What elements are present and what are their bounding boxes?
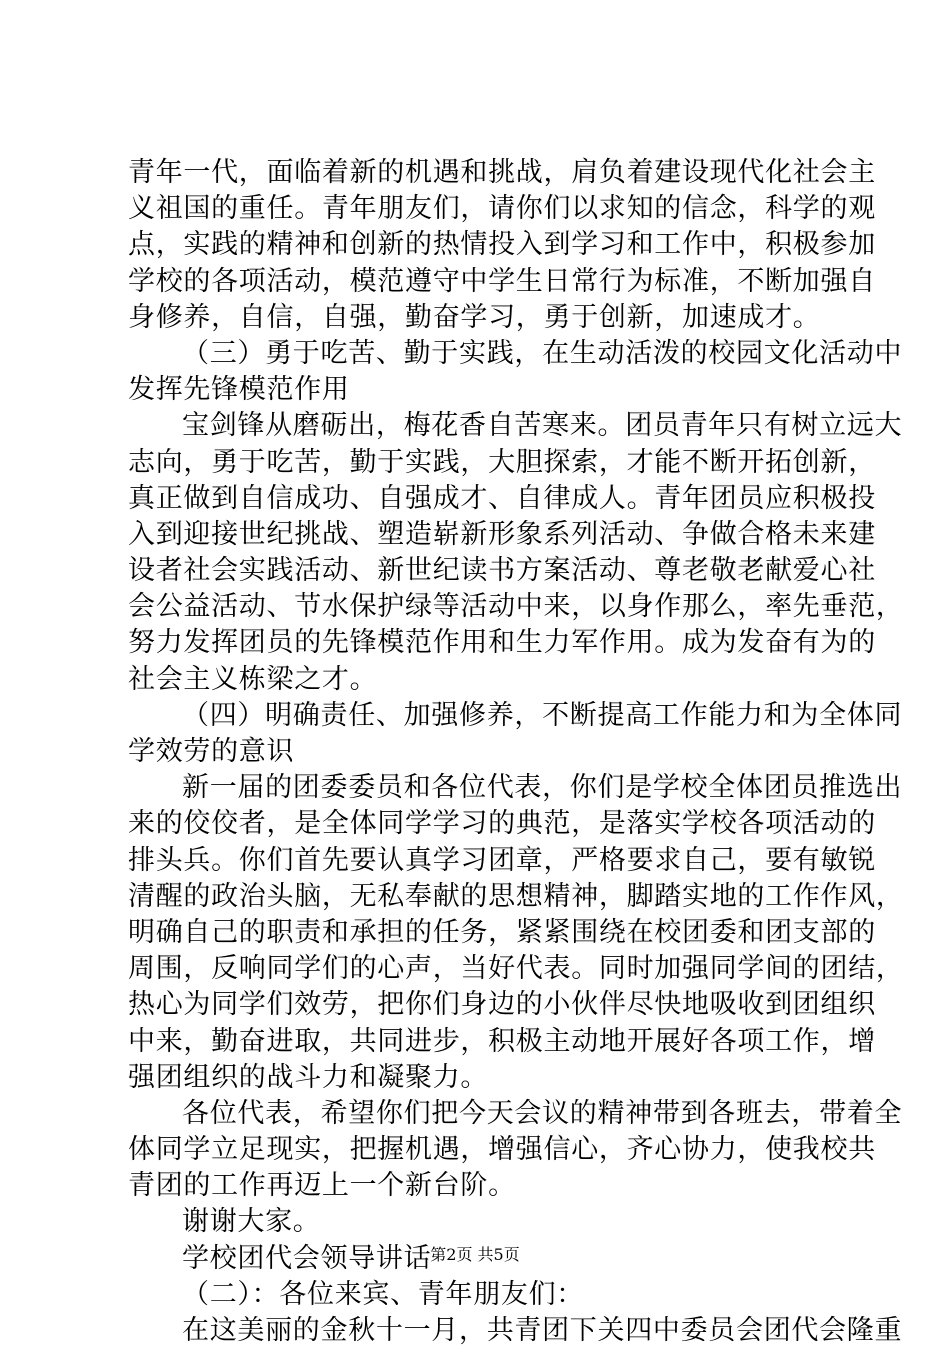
text-line: 设者社会实践活动、新世纪读书方案活动、尊老敬老献爱心社: [128, 555, 876, 587]
text-line: 会公益活动、节水保护绿等活动中来，以身作那么，率先垂范，: [128, 591, 904, 623]
text-line: 学效劳的意识: [128, 736, 295, 767]
paragraph-start-line: 谢谢大家。: [182, 1206, 321, 1238]
text-line: 排头兵。你们首先要认真学习团章，严格要求自己，要有敏锐: [128, 844, 876, 876]
page-footer: 第2页 共5页: [430, 1245, 520, 1264]
text-line: 清醒的政治头脑，无私奉献的思想精神，脚踏实地的工作作风，: [128, 880, 904, 912]
text-line: 入到迎接世纪挑战、塑造崭新形象系列活动、争做合格未来建: [128, 518, 876, 550]
text-line: 中来，勤奋进取，共同进步，积极主动地开展好各项工作，增: [128, 1025, 876, 1057]
text-line: 青团的工作再迈上一个新台阶。: [128, 1170, 516, 1202]
document-body: [128, 155, 904, 1349]
paragraph-start-line: 各位代表，希望你们把今天会议的精神带到各班去，带着全: [182, 1097, 903, 1129]
text-line: 点，实践的精神和创新的热情投入到学习和工作中，积极参加: [128, 229, 876, 261]
text-line: 强团组织的战斗力和凝聚力。: [128, 1061, 489, 1093]
text-line: 努力发挥团员的先锋模范作用和生力军作用。成为发奋有为的: [128, 627, 876, 659]
paragraph-start-line: （二）：各位来宾、青年朋友们：: [182, 1278, 584, 1310]
text-line: 周围，反响同学们的心声，当好代表。同时加强同学间的团结，: [128, 953, 904, 985]
text-line: 体同学立足现实，把握机遇，增强信心，齐心协力，使我校共: [128, 1134, 876, 1166]
text-line: 真正做到自信成功、自强成才、自律成人。青年团员应积极投: [128, 482, 876, 514]
text-line: 志向，勇于吃苦，勤于实践，大胆探索，才能不断开拓创新，: [128, 446, 876, 478]
paragraph-start-line: 学校团代会领导讲话: [182, 1242, 432, 1274]
text-line: 身修养，自信，自强，勤奋学习，勇于创新，加速成才。: [128, 301, 821, 333]
text-line: 社会主义栋梁之才。: [128, 663, 378, 695]
paragraph-start-line: 在这美丽的金秋十一月，共青团下关四中委员会团代会隆重: [182, 1315, 903, 1346]
paragraph-start-line: 新一届的团委委员和各位代表，你们是学校全体团员推选出: [182, 772, 903, 804]
text-line: 热心为同学们效劳，把你们身边的小伙伴尽快地吸收到团组织: [128, 989, 876, 1021]
text-line: 发挥先锋模范作用: [128, 374, 350, 406]
text-line: 义祖国的重任。青年朋友们，请你们以求知的信念，科学的观: [128, 193, 876, 225]
text-line: 青年一代，面临着新的机遇和挑战，肩负着建设现代化社会主: [128, 157, 876, 188]
paragraph-start-line: （三）勇于吃苦、勤于实践，在生动活泼的校园文化活动中: [182, 337, 903, 369]
text-line: 来的佼佼者，是全体同学学习的典范，是落实学校各项活动的: [128, 808, 876, 840]
paragraph-start-line: （四）明确责任、加强修养，不断提高工作能力和为全体同: [182, 699, 903, 731]
paragraph-start-line: 宝剑锋从磨砺出，梅花香自苦寒来。团员青年只有树立远大: [182, 410, 903, 442]
text-line: 学校的各项活动，模范遵守中学生日常行为标准，不断加强自: [128, 265, 876, 297]
text-line: 明确自己的职责和承担的任务，紧紧围绕在校团委和团支部的: [128, 916, 876, 948]
